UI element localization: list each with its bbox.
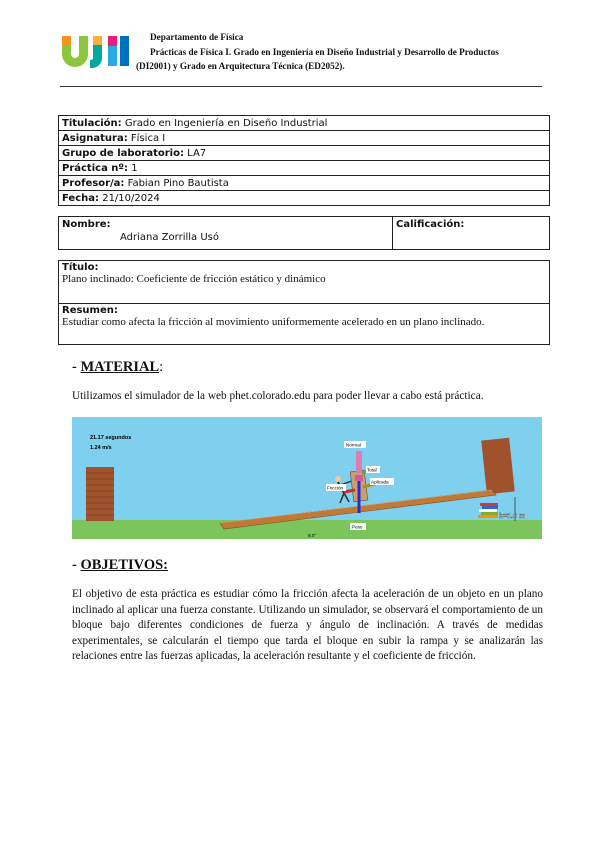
titulo-value: Plano inclinado: Coeficiente de fricción estático y dinámico — [62, 273, 326, 285]
calificacion-cell — [393, 217, 550, 250]
label-aplicada: Aplicada — [371, 479, 389, 485]
material-heading: - MATERIAL: — [72, 359, 164, 375]
objetivos-text: El objetivo de esta práctica es estudiar cómo la fricción afecta la aceleración de un objeto en un plano inclinado al aplicar una fuerza constante. Utilizando un simulador, se observará el comportamiento de un bloque bajo diferentes condiciones de fuerza y ángulo de inclinación. A través de medidas experimentales, se calcularán el tiempo que tarda el bloque en subir la rampa y se analizarán las relaciones entre las fuerzas aplicadas, la aceleración resultante y el coeficiente de fricción. — [72, 588, 543, 663]
asignatura-label: Asignatura: — [62, 132, 128, 144]
course-line-2: (DI2001) y Grado en Arquitectura Técnica (ED2052). — [136, 61, 345, 72]
objetivos-heading: - OBJETIVOS: — [72, 557, 169, 573]
department-name: Departamento de Física — [150, 32, 244, 42]
titulo-cell — [59, 261, 550, 304]
resumen-label: Resumen: — [62, 305, 118, 316]
fecha-label: Fecha: — [62, 192, 100, 204]
left-wall — [86, 467, 114, 521]
grupo-value: LA7 — [187, 147, 207, 159]
nombre-value: Adriana Zorrilla Usó — [120, 232, 219, 243]
books-stack — [478, 503, 498, 518]
sim-speed: 1.24 m/s — [90, 445, 112, 451]
nombre-cell — [59, 217, 393, 250]
profesor-label: Profesor/a: — [62, 177, 125, 189]
header-text — [136, 30, 560, 74]
student-table — [58, 216, 550, 250]
label-height: h=1.6 m — [499, 513, 526, 520]
row-asignatura — [59, 131, 550, 146]
course-line-1: Prácticas de Física I. Grado en Ingeniería en Diseño Industrial y Desarrollo de Productos — [150, 46, 499, 57]
label-total: Total — [367, 467, 377, 473]
nombre-label: Nombre: — [62, 219, 111, 230]
right-wall — [481, 438, 514, 495]
titulacion-value: Grado en Ingeniería en Diseño Industrial — [124, 117, 328, 129]
practica-label: Práctica nº: — [62, 162, 129, 174]
calificacion-label: Calificación: — [396, 219, 465, 230]
row-grupo — [59, 146, 550, 161]
material-text: Utilizamos el simulador de la web phet.colorado.edu para poder llevar a cabo está práctica. — [72, 390, 484, 402]
label-angle: 9.0° — [308, 533, 317, 538]
label-normal: Normal — [346, 442, 361, 448]
row-fecha — [59, 191, 550, 206]
profesor-value: Fabian Pino Bautista — [127, 177, 229, 189]
report-table — [58, 260, 550, 345]
header-divider — [60, 86, 542, 87]
asignatura-value: Física I — [130, 132, 166, 144]
sim-time: 21.17 segundos — [90, 435, 132, 441]
label-friccion: Fricción — [327, 485, 344, 491]
grupo-label: Grupo de laboratorio: — [62, 147, 184, 159]
uji-logo — [60, 32, 136, 68]
titulacion-label: Titulación: — [62, 117, 122, 129]
row-titulacion — [59, 116, 550, 131]
row-practica — [59, 161, 550, 176]
row-profesor — [59, 176, 550, 191]
label-peso: Peso — [352, 524, 363, 530]
info-table — [58, 115, 550, 206]
titulo-label: Título: — [62, 262, 99, 273]
resumen-cell — [59, 304, 550, 345]
resumen-value: Estudiar como afecta la fricción al movimiento uniformemente acelerado en un plano inclinado. — [62, 316, 485, 328]
simulator-screenshot — [72, 417, 542, 539]
practica-value: 1 — [131, 162, 138, 174]
fecha-value: 21/10/2024 — [102, 192, 160, 204]
